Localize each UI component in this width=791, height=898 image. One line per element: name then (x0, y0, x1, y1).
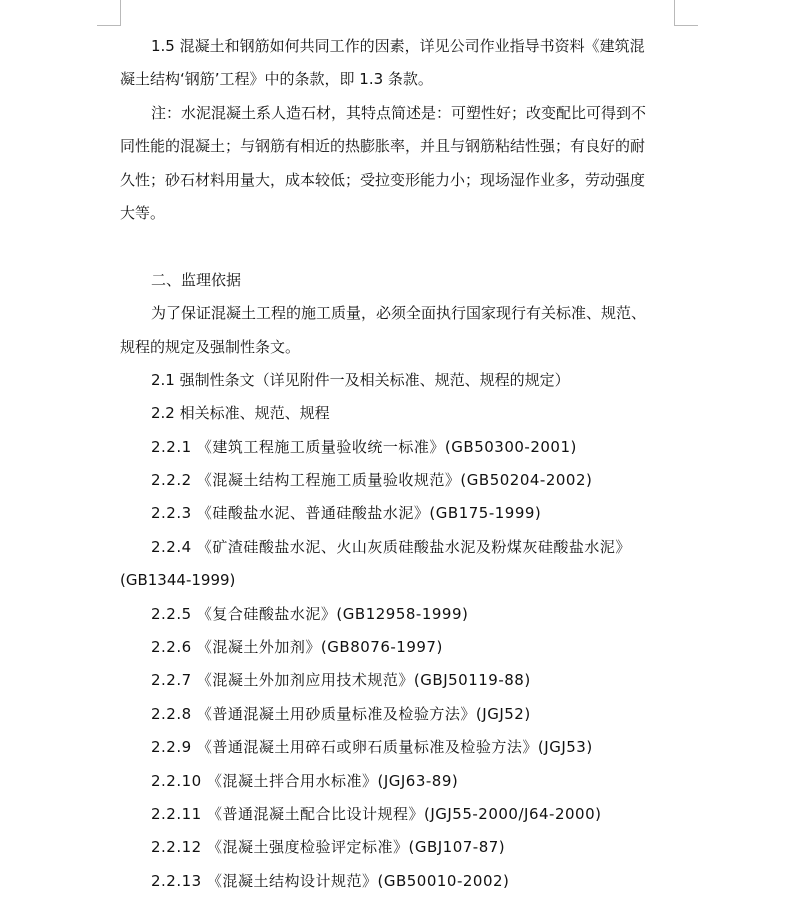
section-heading: 二、监理依据 (151, 270, 242, 289)
note-line: 注：水泥混凝土系人造石材，其特点简述是：可塑性好；改变配比可得到不 (151, 103, 647, 122)
crop-mark-right-horizontal (674, 25, 698, 26)
standard-item: 2.2.13 《混凝土结构设计规范》(GB50010-2002) (151, 871, 510, 890)
paragraph-line: 规程的规定及强制性条文。 (120, 337, 301, 356)
document-body (120, 30, 680, 898)
standard-item: 2.2.7 《混凝土外加剂应用技术规范》(GBJ50119-88) (151, 671, 531, 690)
note-line: 大等。 (120, 203, 166, 222)
crop-mark-right (674, 0, 675, 26)
crop-mark-left-horizontal (97, 25, 121, 26)
paragraph-line: 凝土结构‘钢筋’工程》中的条款，即 1.3 条款。 (120, 70, 433, 89)
crop-mark-left (120, 0, 121, 26)
list-item: 2.1 强制性条文（详见附件一及相关标准、规范、规程的规定） (151, 370, 570, 389)
standard-item: 2.2.1 《建筑工程施工质量验收统一标准》(GB50300-2001) (151, 437, 577, 456)
standard-item: 2.2.6 《混凝土外加剂》(GB8076-1997) (151, 638, 443, 657)
standard-item: 2.2.11 《普通混凝土配合比设计规程》(JGJ55-2000/J64-2000) (151, 804, 602, 823)
note-line: 久性；砂石材料用量大，成本较低；受拉变形能力小；现场湿作业多，劳动强度 (120, 170, 646, 189)
note-line: 同性能的混凝土；与钢筋有相近的热膨胀率，并且与钢筋粘结性强；有良好的耐 (120, 137, 646, 156)
standard-item: 2.2.5 《复合硅酸盐水泥》(GB12958-1999) (151, 604, 469, 623)
standard-item: 2.2.12 《混凝土强度检验评定标准》(GBJ107-87) (151, 838, 506, 857)
list-item: 2.2 相关标准、规范、规程 (151, 404, 330, 423)
standard-item: 2.2.2 《混凝土结构工程施工质量验收规范》(GB50204-2002) (151, 471, 593, 490)
standard-item: 2.2.9 《普通混凝土用碎石或卵石质量标准及检验方法》(JGJ53) (151, 738, 593, 757)
blank-line (120, 230, 680, 263)
standard-item: 2.2.3 《硅酸盐水泥、普通硅酸盐水泥》(GB175-1999) (151, 504, 542, 523)
standard-item: 2.2.10 《混凝土拌合用水标准》(JGJ63-89) (151, 771, 459, 790)
standard-item: 2.2.8 《普通混凝土用砂质量标准及检验方法》(JGJ52) (151, 704, 531, 723)
paragraph-line: 为了保证混凝土工程的施工质量，必须全面执行国家现行有关标准、规范、 (151, 304, 647, 323)
standard-item: 2.2.4 《矿渣硅酸盐水泥、火山灰质硅酸盐水泥及粉煤灰硅酸盐水泥》 (151, 537, 631, 556)
paragraph-line: 1.5 混凝土和钢筋如何共同工作的因素，详见公司作业指导书资料《建筑混 (151, 37, 645, 55)
standard-item-continued: (GB1344-1999) (120, 571, 236, 590)
